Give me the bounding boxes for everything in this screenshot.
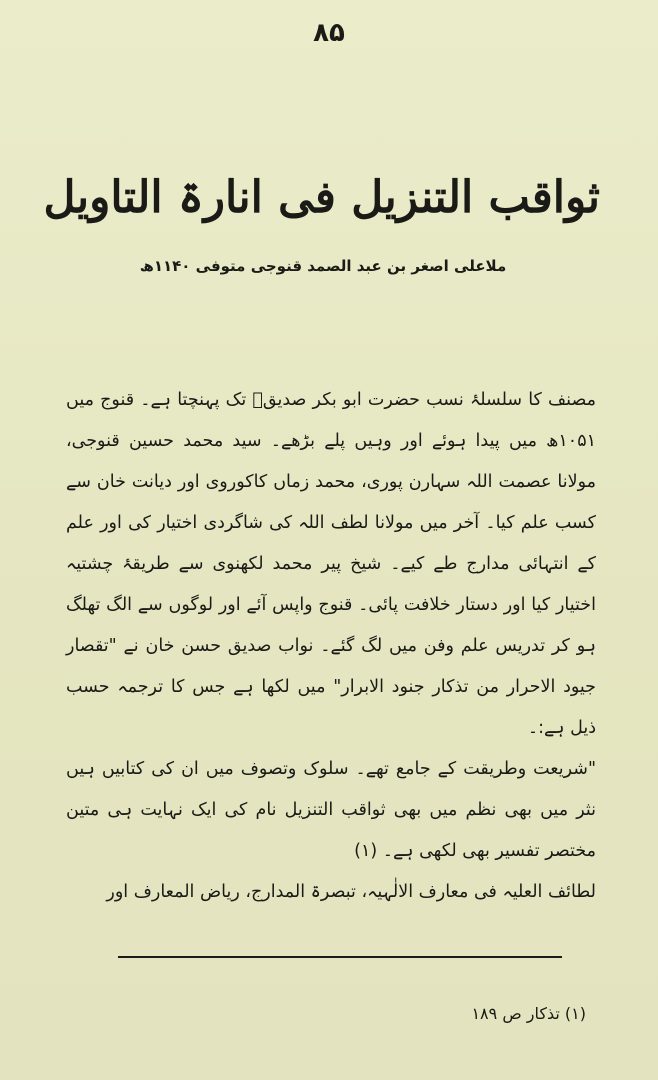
author-line: ملاعلی اصغر بن عبد الصمد قنوجی متوفی ۱۱۴۰ھ	[139, 257, 507, 275]
body-text	[66, 380, 596, 913]
chapter-title: ثواقب التنزیل فی انارۃ التاویل	[43, 172, 600, 223]
quoted-passage: "شریعت وطریقت کے جامع تھے۔ سلوک وتصوف میں ان کی کتابیں ہیں نثر میں بھی نظم میں بھی ثواقب التنزیل نام کی ایک نہایت ہی متین مختصر تفسیر بھی لکھی ہے۔ (۱)	[66, 759, 596, 861]
page-number: ۸۵	[313, 18, 345, 48]
closing-line: لطائف العلیہ فی معارف الالٰہیہ، تبصرۃ المدارج، ریاض المعارف اور	[106, 882, 596, 902]
footnote-divider	[118, 956, 562, 958]
footnote: (۱) تذکار ص ۱۸۹	[471, 1004, 586, 1023]
biography-paragraph: مصنف کا سلسلۂ نسب حضرت ابو بکر صدیقؓ تک پہنچتا ہے۔ قنوج میں ۱۰۵۱ھ میں پیدا ہوئے اور وہیں پلے بڑھے۔ سید محمد حسین قنوجی، مولانا عصمت اللہ سہارن پوری، محمد زماں کاکوروی اور دیانت خان سے کسب علم کیا۔ آخر میں مولانا لطف اللہ کی شاگردی اختیار کی اور علم کے انتہائی مدارج طے کیے۔ شیخ پیر محمد لکھنوی سے طریقۂ چشتیہ اختیار کیا اور دستار خلافت پائی۔ قنوج واپس آئے اور لوگوں سے الگ تھلگ ہو کر تدریس علم وفن میں لگ گئے۔ نواب صدیق حسن خان نے "تقصار جیود الاحرار من تذکار جنود الابرار" میں لکھا ہے جس کا ترجمہ حسب ذیل ہے:۔	[66, 390, 596, 738]
